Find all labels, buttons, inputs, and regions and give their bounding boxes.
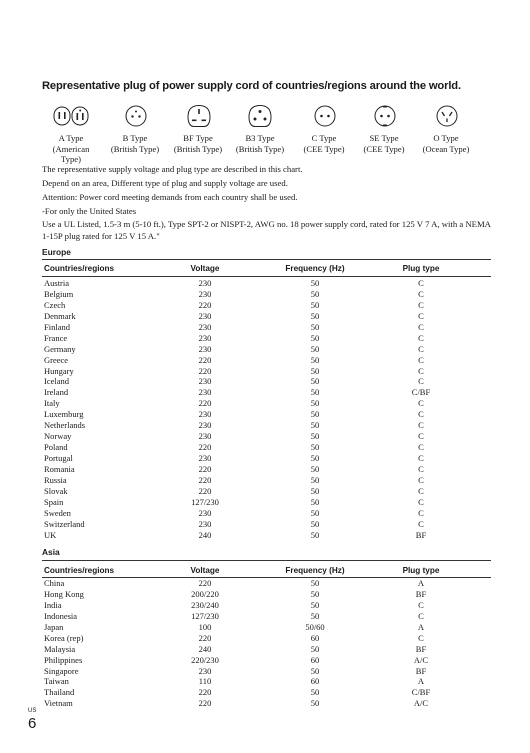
frequency-cell: 50 <box>310 496 320 507</box>
voltage-cell: 110 <box>198 676 212 687</box>
table-row <box>42 355 491 366</box>
country-cell: UK <box>44 529 57 540</box>
plug-type-cell: C <box>418 431 424 442</box>
country-cell: Ireland <box>44 387 69 398</box>
frequency-cell: 50 <box>310 354 320 365</box>
voltage-cell: 230 <box>198 518 212 529</box>
c-type-plug-icon <box>313 104 337 128</box>
country-cell: Belgium <box>44 288 74 299</box>
country-cell: Hungary <box>44 365 74 376</box>
table-row <box>42 687 491 698</box>
plug-type-cell: BF <box>415 529 427 540</box>
plug-type-cell: A <box>417 578 425 588</box>
voltage-cell: 220 <box>198 365 212 376</box>
voltage-cell: 230 <box>198 376 212 387</box>
o-type-plug-icon <box>435 104 459 128</box>
voltage-cell: 230 <box>198 288 212 299</box>
voltage-cell: 240 <box>198 643 212 654</box>
se-type-plug-icon <box>373 104 397 128</box>
frequency-cell: 50 <box>310 299 320 310</box>
frequency-cell: 50 <box>310 507 320 518</box>
plug-label-a: A Type (American Type) <box>52 133 90 164</box>
table-row <box>42 508 491 519</box>
frequency-cell: 50 <box>310 431 320 442</box>
frequency-cell: 50 <box>310 278 320 288</box>
table-row <box>42 698 491 709</box>
page-number: 6 <box>28 715 37 732</box>
voltage-cell: 240 <box>198 529 212 540</box>
plug-type-cell: C <box>418 463 424 474</box>
header-plug-type: Plug type <box>402 264 440 273</box>
voltage-cell: 220 <box>198 354 212 365</box>
plug-type-cell: C <box>418 518 424 529</box>
table-row <box>42 633 491 644</box>
voltage-cell: 220 <box>198 632 212 643</box>
header-frequency: Frequency (Hz) <box>285 264 345 273</box>
table-row <box>42 409 491 420</box>
us-only-note: -For only the United States <box>42 206 137 216</box>
country-cell: Italy <box>44 398 60 409</box>
header-voltage: Voltage <box>190 566 220 575</box>
voltage-cell: 230 <box>198 310 212 321</box>
country-cell: Norway <box>44 431 72 442</box>
table-row <box>42 611 491 622</box>
voltage-cell: 230 <box>198 431 212 442</box>
bf-type-plug-icon <box>186 104 212 128</box>
table-row <box>42 300 491 311</box>
table-row <box>42 600 491 611</box>
country-cell: Vietnam <box>44 698 73 709</box>
plug-type-cell: C <box>418 278 424 288</box>
voltage-cell: 230 <box>198 387 212 398</box>
plug-type-cell: C <box>418 376 424 387</box>
frequency-cell: 50 <box>310 643 320 654</box>
country-cell: Hong Kong <box>44 588 84 599</box>
country-cell: Philippines <box>44 654 83 665</box>
frequency-cell: 60 <box>310 654 320 665</box>
language-code: US <box>28 708 37 714</box>
country-cell: Denmark <box>44 310 76 321</box>
plug-type-cell: C <box>418 474 424 485</box>
intro-paragraph: The representative supply voltage and plug type are described in this chart. <box>42 164 303 174</box>
table-row <box>42 676 491 687</box>
country-cell: Spain <box>44 496 64 507</box>
table-row <box>42 475 491 486</box>
header-countries: Countries/regions <box>44 566 115 575</box>
plug-type-cell: C <box>418 343 424 354</box>
plug-label-o: O Type (Ocean Type) <box>422 133 470 154</box>
voltage-cell: 230/240 <box>191 599 219 610</box>
voltage-cell: 230 <box>198 665 212 676</box>
country-cell: Germany <box>44 343 76 354</box>
plug-type-cell: C <box>418 288 424 299</box>
voltage-cell: 230 <box>198 278 212 288</box>
plug-type-cell: C <box>418 299 424 310</box>
frequency-cell: 50 <box>310 474 320 485</box>
plug-type-cell: C <box>418 409 424 420</box>
voltage-cell: 220 <box>198 398 212 409</box>
plug-type-cell: C/BF <box>411 687 431 698</box>
area-note: Depend on an area, Different type of plug and supply voltage are used. <box>42 178 288 188</box>
table-row <box>42 578 491 589</box>
voltage-cell: 230 <box>198 321 212 332</box>
country-cell: France <box>44 332 68 343</box>
table-row <box>42 530 491 541</box>
header-countries: Countries/regions <box>44 264 115 273</box>
country-cell: Greece <box>44 354 69 365</box>
page-title: Representative plug of power supply cord of countries/regions around the world. <box>42 80 461 92</box>
frequency-cell: 50 <box>310 485 320 496</box>
frequency-cell: 50 <box>310 687 320 698</box>
frequency-cell: 60 <box>310 676 320 687</box>
frequency-cell: 50 <box>310 578 320 588</box>
country-cell: Sweden <box>44 507 71 518</box>
country-cell: Slovak <box>44 485 68 496</box>
country-cell: Thailand <box>44 687 75 698</box>
table-row <box>42 666 491 677</box>
table-row <box>42 366 491 377</box>
plug-type-cell: C <box>418 420 424 431</box>
b3-type-plug-icon <box>247 104 273 128</box>
frequency-cell: 50 <box>310 463 320 474</box>
voltage-cell: 230 <box>198 453 212 463</box>
country-cell: Indonesia <box>44 610 78 621</box>
voltage-cell: 230 <box>198 420 212 431</box>
us-cord-spec: Use a UL Listed, 1.5-3 m (5-10 ft.), Type SPT-2 or NISPT-2, AWG no. 18 power supply cord, rated for 125 V 7 A, with a NEMA 1-15P plug rated for 125 V 15 A." <box>42 219 491 241</box>
table-row <box>42 311 491 322</box>
plug-type-cell: C <box>418 365 424 376</box>
country-cell: Singapore <box>44 665 79 676</box>
b-type-plug-icon <box>124 104 148 128</box>
plug-label-c: C Type (CEE Type) <box>303 133 345 154</box>
table-row <box>42 289 491 300</box>
attention-note: Attention: Power cord meeting demands from each country shall be used. <box>42 192 298 202</box>
plug-type-cell: BF <box>415 643 427 654</box>
plug-type-cell: C/BF <box>411 387 431 398</box>
country-cell: Romania <box>44 463 75 474</box>
plug-type-cell: C <box>418 485 424 496</box>
frequency-cell: 50/60 <box>305 621 325 632</box>
frequency-cell: 50 <box>310 442 320 453</box>
europe-heading: Europe <box>42 247 71 257</box>
plug-label-se: SE Type (CEE Type) <box>363 133 405 154</box>
table-row <box>42 431 491 442</box>
plug-type-cell: A <box>417 676 425 687</box>
table-row <box>42 333 491 344</box>
voltage-cell: 220 <box>198 299 212 310</box>
plug-type-cell: C <box>418 610 424 621</box>
plug-type-cell: BF <box>415 665 427 676</box>
frequency-cell: 50 <box>310 529 320 540</box>
frequency-cell: 50 <box>310 343 320 354</box>
plug-type-cell: A/C <box>413 698 429 709</box>
header-voltage: Voltage <box>190 264 220 273</box>
table-row <box>42 486 491 497</box>
plug-type-cell: C <box>418 332 424 343</box>
frequency-cell: 50 <box>310 599 320 610</box>
table-row <box>42 464 491 475</box>
frequency-cell: 50 <box>310 588 320 599</box>
table-row <box>42 278 491 289</box>
country-cell: Taiwan <box>44 676 69 687</box>
table-row <box>42 442 491 453</box>
frequency-cell: 50 <box>310 610 320 621</box>
voltage-cell: 230 <box>198 409 212 420</box>
country-cell: Czech <box>44 299 66 310</box>
country-cell: Malaysia <box>44 643 76 654</box>
plug-type-cell: C <box>418 496 424 507</box>
plug-type-cell: C <box>418 599 424 610</box>
country-cell: Iceland <box>44 376 70 387</box>
table-row <box>42 322 491 333</box>
plug-type-cell: C <box>418 632 424 643</box>
plug-label-b3: B3 Type (British Type) <box>235 133 285 154</box>
a-type-plug-icon <box>53 104 89 128</box>
voltage-cell: 230 <box>198 332 212 343</box>
plug-type-cell: A <box>417 621 425 632</box>
plug-type-cell: C <box>418 507 424 518</box>
frequency-cell: 50 <box>310 518 320 529</box>
frequency-cell: 50 <box>310 698 320 709</box>
country-cell: Russia <box>44 474 67 485</box>
table-row <box>42 622 491 633</box>
table-row <box>42 420 491 431</box>
plug-type-cell: A/C <box>413 654 429 665</box>
voltage-cell: 220 <box>198 442 212 453</box>
voltage-cell: 220/230 <box>191 654 219 665</box>
country-cell: India <box>44 599 62 610</box>
plug-label-bf: BF Type (British Type) <box>173 133 223 154</box>
table-row <box>42 387 491 398</box>
frequency-cell: 50 <box>310 398 320 409</box>
table-row <box>42 344 491 355</box>
country-cell: Austria <box>44 278 70 288</box>
table-row <box>42 519 491 530</box>
voltage-cell: 220 <box>198 474 212 485</box>
asia-heading: Asia <box>42 547 60 557</box>
frequency-cell: 50 <box>310 453 320 463</box>
header-plug-type: Plug type <box>402 566 440 575</box>
frequency-cell: 50 <box>310 420 320 431</box>
frequency-cell: 50 <box>310 321 320 332</box>
voltage-cell: 220 <box>198 578 212 588</box>
frequency-cell: 50 <box>310 376 320 387</box>
voltage-cell: 220 <box>198 463 212 474</box>
country-cell: Korea (rep) <box>44 632 84 643</box>
frequency-cell: 50 <box>310 288 320 299</box>
voltage-cell: 200/220 <box>191 588 219 599</box>
table-row <box>42 655 491 666</box>
frequency-cell: 50 <box>310 665 320 676</box>
country-cell: Switzerland <box>44 518 85 529</box>
country-cell: Netherlands <box>44 420 86 431</box>
plug-type-cell: C <box>418 398 424 409</box>
plug-type-cell: C <box>418 442 424 453</box>
voltage-cell: 230 <box>198 343 212 354</box>
asia-table-body <box>42 578 491 709</box>
plug-type-cell: C <box>418 310 424 321</box>
frequency-cell: 60 <box>310 632 320 643</box>
plug-type-cell: C <box>418 453 424 463</box>
voltage-cell: 220 <box>198 485 212 496</box>
frequency-cell: 50 <box>310 387 320 398</box>
table-row <box>42 376 491 387</box>
europe-table-header <box>42 264 491 276</box>
voltage-cell: 220 <box>198 698 212 709</box>
europe-header-rule <box>42 276 491 277</box>
asia-table-top-rule <box>42 560 491 561</box>
plug-type-cell: BF <box>415 588 427 599</box>
voltage-cell: 230 <box>198 507 212 518</box>
plug-label-b: B Type (British Type) <box>110 133 160 154</box>
table-row <box>42 589 491 600</box>
country-cell: Japan <box>44 621 64 632</box>
voltage-cell: 100 <box>198 621 212 632</box>
europe-table-body <box>42 278 491 541</box>
europe-table-top-rule <box>42 259 491 260</box>
voltage-cell: 127/230 <box>191 496 219 507</box>
voltage-cell: 127/230 <box>191 610 219 621</box>
voltage-cell: 220 <box>198 687 212 698</box>
table-row <box>42 497 491 508</box>
country-cell: Portugal <box>44 453 73 463</box>
country-cell: Finland <box>44 321 70 332</box>
country-cell: China <box>44 578 65 588</box>
frequency-cell: 50 <box>310 332 320 343</box>
plug-type-cell: C <box>418 354 424 365</box>
country-cell: Luxemburg <box>44 409 84 420</box>
plug-type-cell: C <box>418 321 424 332</box>
frequency-cell: 50 <box>310 365 320 376</box>
header-frequency: Frequency (Hz) <box>285 566 345 575</box>
frequency-cell: 50 <box>310 409 320 420</box>
table-row <box>42 398 491 409</box>
table-row <box>42 644 491 655</box>
table-row <box>42 453 491 464</box>
country-cell: Poland <box>44 442 68 453</box>
frequency-cell: 50 <box>310 310 320 321</box>
